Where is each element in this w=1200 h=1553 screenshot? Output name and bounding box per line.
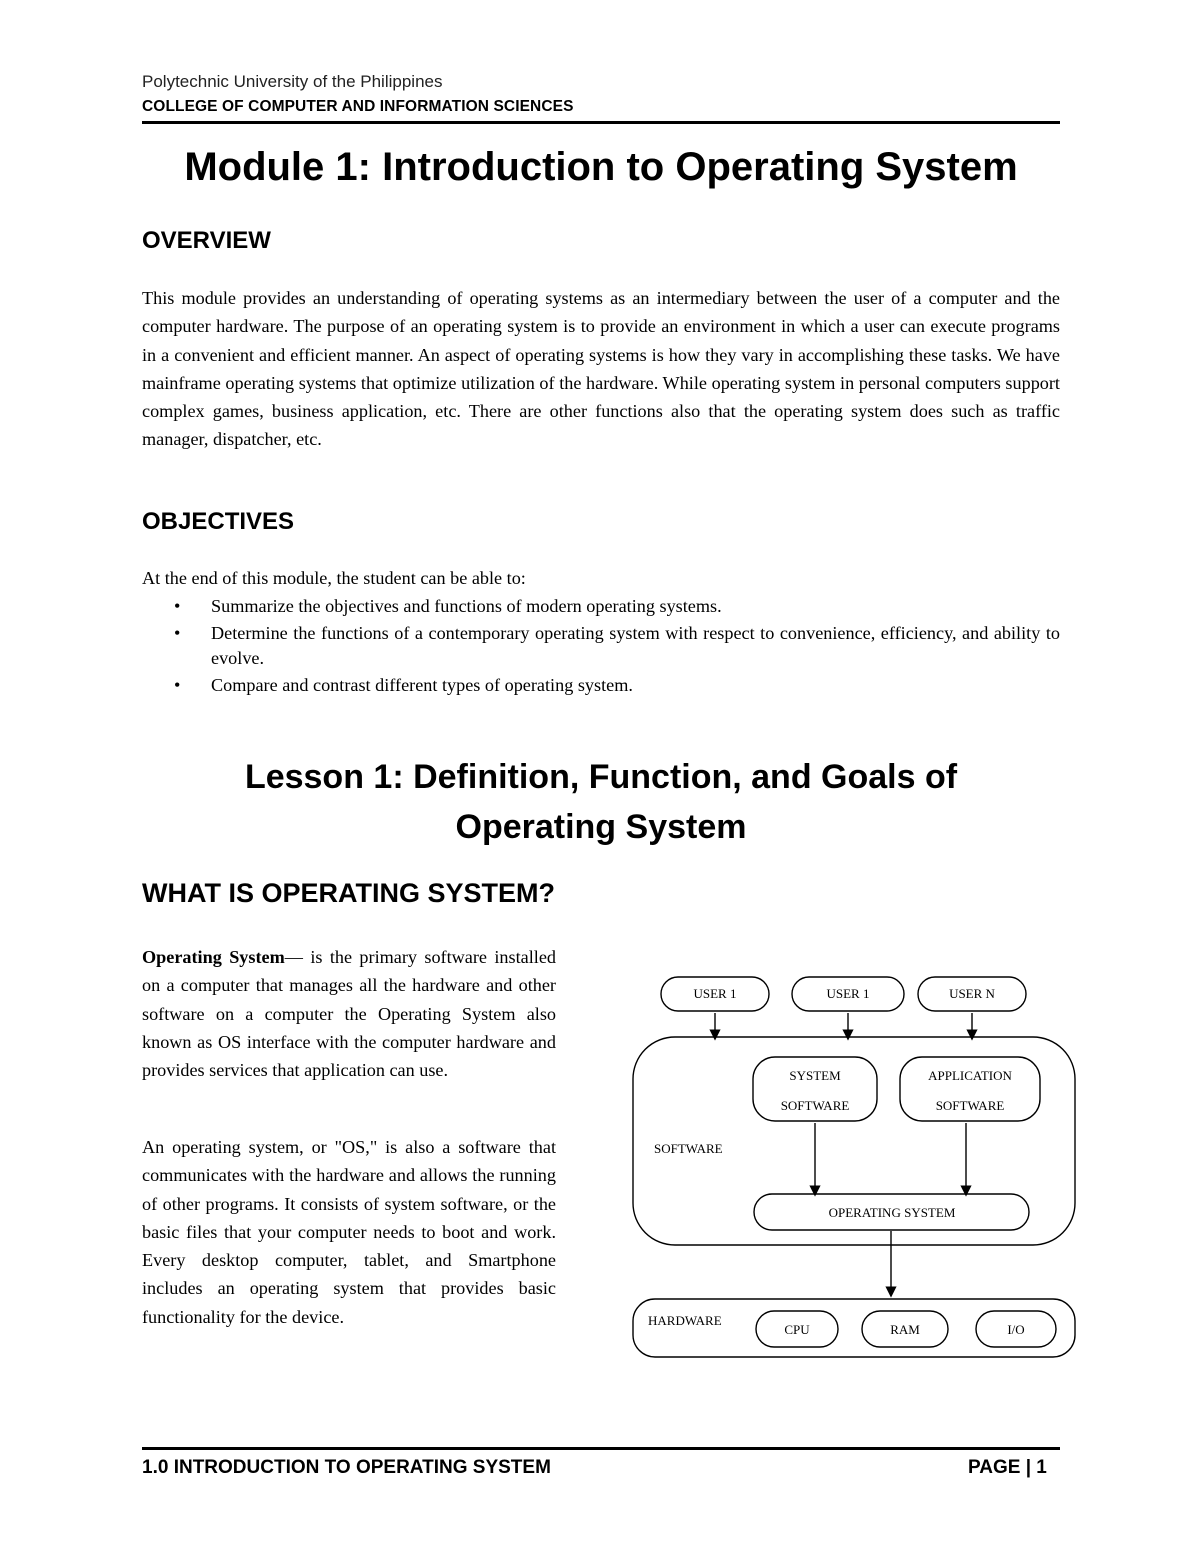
ram-label: RAM	[890, 1322, 920, 1337]
system-software-label: SOFTWARE	[780, 1098, 850, 1113]
system-software-label: SYSTEM	[789, 1068, 841, 1083]
list-item	[142, 594, 1060, 619]
overview-paragraph: This module provides an understanding of operating systems as an intermediary between the user of a computer and the computer hardware. The purpose of an operating system is to provide an environment in which a user can execute programs in a convenient and efficient manner. An aspect of operating systems is how they vary in accomplishing these tasks. We have mainframe operating systems that optimize utilization of the hardware. While operating system in personal computers support complex games, business application, etc. There are other functions also that the operating system does such as traffic manager, dispatcher, etc.	[142, 288, 1060, 450]
os-definition-text: — is the primary software installed on a computer that manages all the hardware and other software on a computer the Operating System also known as OS interface with the computer hardware and provides services that application can use.	[142, 947, 556, 1081]
os-description-paragraph: An operating system, or "OS," is also a software that communicates with the hardware and allows the running of other programs. It consists of system software, or the basic files that your computer needs to boot and work. Every desktop computer, tablet, and Smartphone includes an operating system that provides basic functionality for the device.	[142, 1137, 556, 1327]
os-definition-paragraph	[142, 943, 556, 1084]
objectives-intro: At the end of this module, the student can be able to:	[142, 568, 526, 588]
hardware-label: HARDWARE	[648, 1313, 722, 1328]
lesson-title	[142, 752, 1060, 852]
user-label: USER N	[949, 986, 995, 1001]
os-term: Operating System	[142, 947, 285, 967]
user-label: USER 1	[693, 986, 737, 1001]
module-title: Module 1: Introduction to Operating System	[184, 145, 1018, 189]
college-name: COLLEGE OF COMPUTER AND INFORMATION SCIENCES	[142, 98, 574, 115]
objective-text: Compare and contrast different types of operating system.	[211, 675, 633, 695]
objective-text: Determine the functions of a contemporary operating system with respect to convenience, efficiency, and ability to evolve.	[211, 623, 1060, 668]
operating-system-label: OPERATING SYSTEM	[828, 1205, 956, 1220]
cpu-label: CPU	[784, 1322, 810, 1337]
user-label: USER 1	[826, 986, 870, 1001]
bullet-icon: •	[174, 596, 181, 616]
university-name: Polytechnic University of the Philippines	[142, 72, 443, 91]
io-label: I/O	[1007, 1322, 1025, 1337]
bullet-icon: •	[174, 623, 181, 643]
footer-title: 1.0 INTRODUCTION TO OPERATING SYSTEM	[142, 1457, 551, 1478]
header-divider	[142, 121, 1060, 124]
bullet-icon: •	[174, 675, 181, 695]
application-software-label: SOFTWARE	[935, 1098, 1005, 1113]
lesson-title-line-2: Operating System	[455, 808, 747, 846]
software-label: SOFTWARE	[654, 1141, 723, 1156]
list-item	[142, 673, 1060, 698]
application-software-label: APPLICATION	[928, 1068, 1012, 1083]
os-architecture-diagram	[626, 965, 1086, 1365]
objective-text: Summarize the objectives and functions of modern operating systems.	[211, 596, 722, 616]
objectives-list	[142, 594, 1060, 700]
page-number: PAGE | 1	[968, 1457, 1047, 1478]
list-item	[142, 621, 1060, 671]
objectives-heading: OBJECTIVES	[142, 508, 295, 535]
lesson-title-line-1: Lesson 1: Definition, Function, and Goals of	[244, 758, 958, 796]
overview-heading: OVERVIEW	[142, 227, 271, 254]
what-is-os-heading: WHAT IS OPERATING SYSTEM?	[142, 878, 556, 908]
footer-divider	[142, 1447, 1060, 1450]
